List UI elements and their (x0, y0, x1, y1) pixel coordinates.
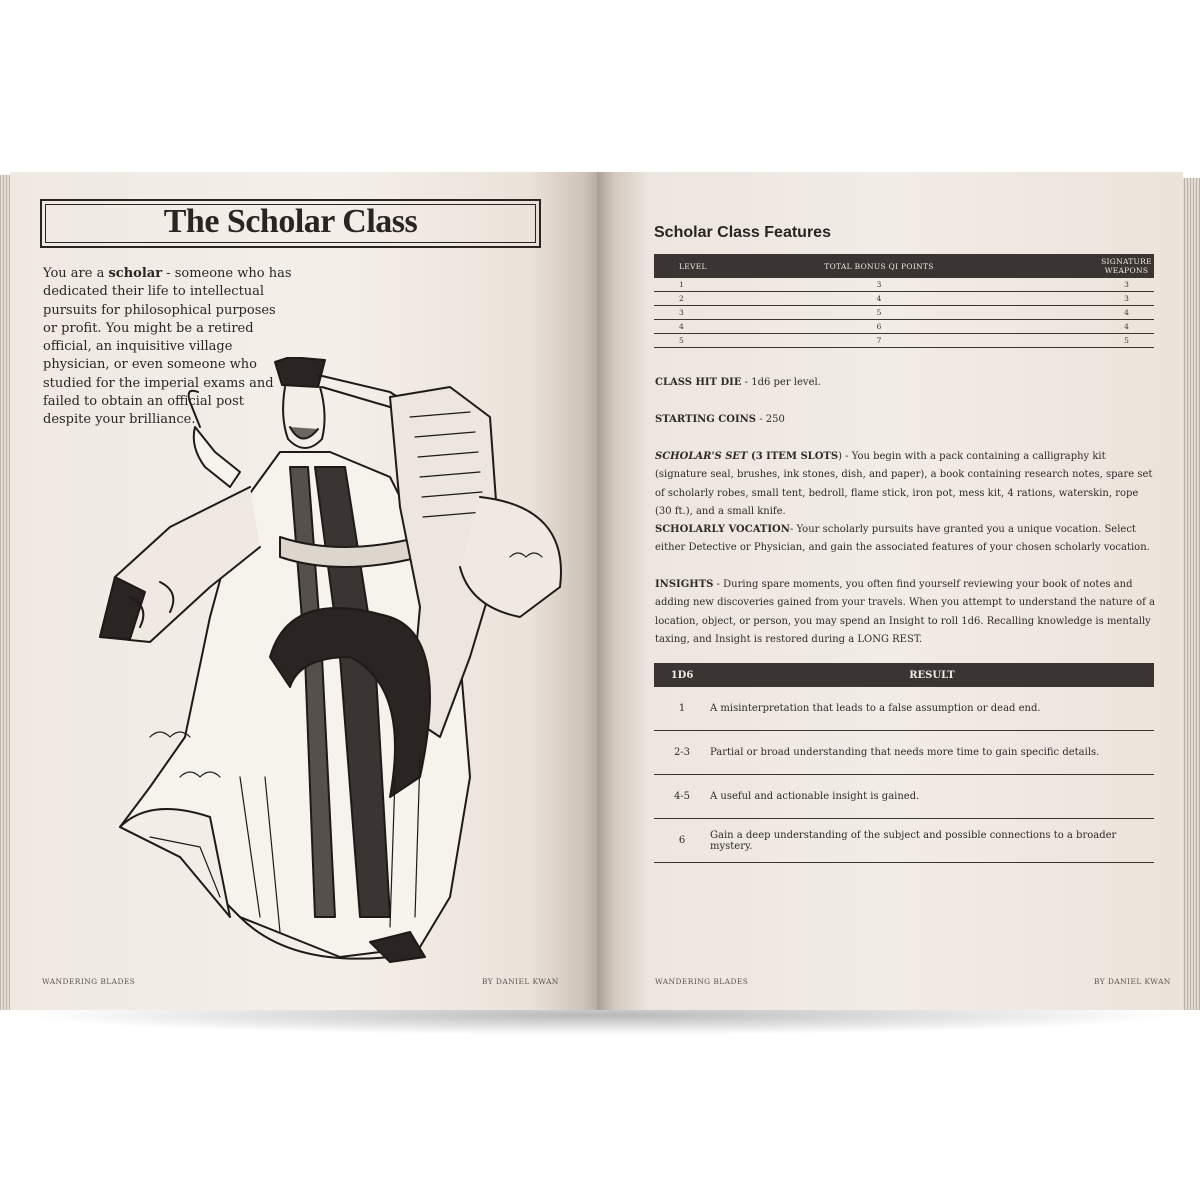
intro-keyword: scholar (108, 266, 163, 281)
features-heading: Scholar Class Features (654, 224, 831, 241)
insights-paragraph: INSIGHTS - During spare moments, you often find yourself reviewing your book of notes and adding new discoveries gained from your travels. When you attempt to understand the nature of a location, object, or person, you may spend an Insight to roll 1d6. Recalling knowledge is mentally taxing, and Insight is restored during a LONG REST. (655, 579, 1155, 645)
starting-coins-paragraph: STARTING COINS - 250 (655, 414, 785, 425)
table-row: 2 4 3 (654, 292, 1154, 306)
page-edges-right (1182, 178, 1200, 1010)
hit-die-paragraph: CLASS HIT DIE - 1d6 per level. (655, 377, 821, 388)
page-title: The Scholar Class (163, 203, 418, 240)
table-row: 1 3 3 (654, 278, 1154, 292)
footer-right: BY DANIEL KWAN (1094, 977, 1171, 986)
table-row: 2-3 Partial or broad understanding that needs more time to gain specific details. (654, 731, 1154, 775)
features-table (654, 254, 1154, 348)
table-row: 3 5 4 (654, 306, 1154, 320)
col-header-level: LEVEL (654, 254, 799, 278)
table-row: 4-5 A useful and actionable insight is gained. (654, 775, 1154, 819)
table-row: 1 A misinterpretation that leads to a false assumption or dead end. (654, 687, 1154, 731)
title-frame (40, 199, 541, 248)
scholar-illustration (90, 357, 590, 967)
footer-right: BY DANIEL KWAN (482, 977, 559, 986)
intro-paragraph: You are a scholar - someone who has dedicated their life to intellectual pursuits for philosophical purposes or profit. You might be a retired official, an inquisitive village physician, or even someone who studied for the imperial exams and failed to obtain an official post despite your brilliance. (43, 266, 292, 428)
table-row: 5 7 5 (654, 334, 1154, 348)
right-page (597, 172, 1183, 1010)
left-page (10, 172, 600, 1010)
table-row: 4 6 4 (654, 320, 1154, 334)
col-header-weapons: SIGNATURE WEAPONS (959, 254, 1154, 278)
scholars-set-paragraph: SCHOLAR'S SET (3 ITEM SLOTS) - You begin with a pack containing a calligraphy kit (signature seal, brushes, ink stones, dish, and paper), a book containing research notes, spare set of scholarly robes, small tent, bedroll, flame stick, iron pot, mess kit, 4 rations, waterskin, rope (30 ft.), and a small knife. (655, 451, 1153, 517)
footer-left: WANDERING BLADES (42, 977, 136, 986)
col-header-qi: TOTAL BONUS QI POINTS (799, 254, 959, 278)
table-row: 6 Gain a deep understanding of the subject and possible connections to a broader mystery. (654, 819, 1154, 863)
col-header-result: RESULT (710, 663, 1154, 687)
footer-left: WANDERING BLADES (655, 977, 749, 986)
scholarly-vocation-paragraph: SCHOLARLY VOCATION- Your scholarly pursuits have granted you a unique vocation. Select either Detective or Physician, and gain the associated features of your chosen scholarly vocation. (655, 524, 1150, 554)
insight-results-table (654, 663, 1154, 863)
col-header-1d6: 1D6 (654, 663, 710, 687)
